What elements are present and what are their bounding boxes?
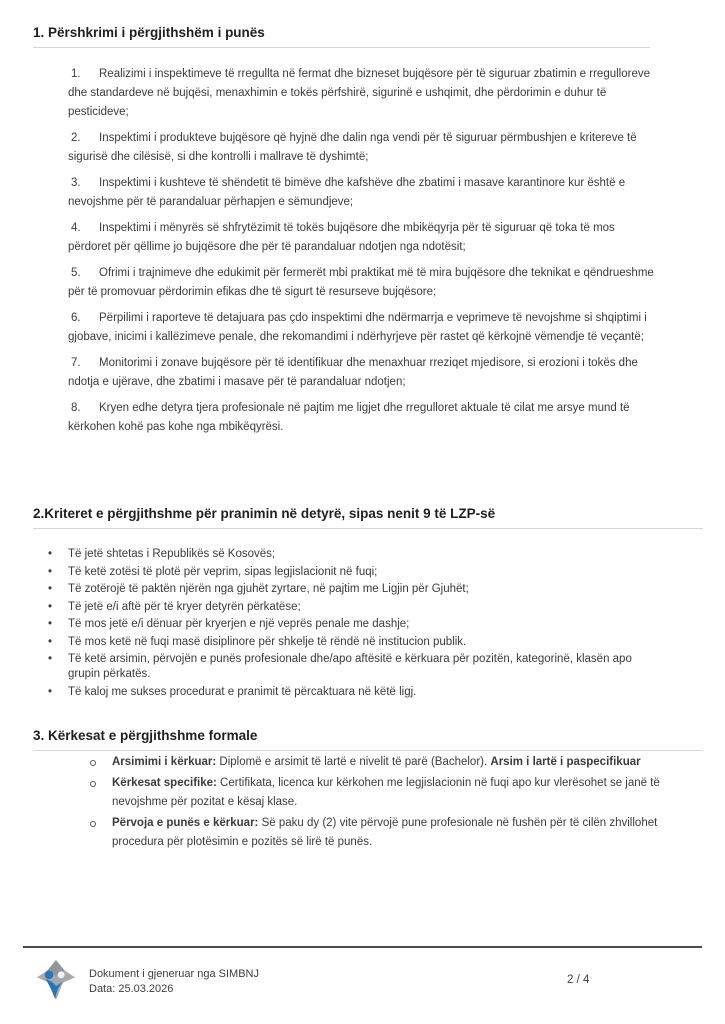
- requirement-text: Certifikata, licenca kur kërkohen me legjislacionin në fuqi apo kur vlerësohet se janë të nevojshme për pozitat e kësaj klase.: [112, 776, 660, 808]
- requirement-text: Diplomë e arsimit të lartë e nivelit të parë (Bachelor).: [216, 755, 491, 768]
- footer: [37, 960, 259, 1003]
- generated-by-line: Dokument i gjeneruar nga SIMBNJ: [89, 967, 259, 980]
- criteria-item: • Të jetë shtetas i Republikës së Kosovës;: [47, 547, 646, 562]
- section-formal-requirements: [33, 727, 703, 852]
- criteria-item: • Të mos ketë në fuqi masë disiplinore për shkelje të rëndë në institucion publik.: [47, 635, 646, 650]
- job-duties-list: [33, 65, 703, 437]
- item-text: Inspektimi i produkteve bujqësore që hyjnë dhe dalin nga vendi për të siguruar përmbushjen e kritereve të sigurisë dhe cilësisë, si dhe kontrolli i mallrave të dyshimtë;: [68, 132, 637, 163]
- requirement-label: Arsimimi i kërkuar:: [112, 755, 217, 768]
- item-number: 2.: [71, 132, 81, 144]
- requirement-item: [88, 774, 660, 812]
- section-1-title: 1. Përshkrimi i përgjithshëm i punës: [33, 24, 650, 48]
- section-3-title: 3. Kërkesat e përgjithshme formale: [33, 727, 703, 751]
- item-number: 1.: [71, 68, 81, 80]
- job-duty-item: [68, 129, 660, 167]
- page-number: 2 / 4: [567, 974, 590, 986]
- job-duty-item: [68, 174, 660, 212]
- requirement-text: Së paku dy (2) vite përvojë pune profesionale në fushën për të cilën zhvillohet procedura për plotësimin e pozitës së lirë të punës.: [112, 816, 658, 848]
- job-duty-item: [68, 399, 660, 437]
- item-number: 6.: [71, 312, 81, 324]
- criteria-item: • Të ketë zotësi të plotë për veprim, sipas legjislacionit në fuqi;: [47, 565, 646, 580]
- requirements-list: [88, 753, 703, 852]
- item-text: Kryen edhe detyra tjera profesionale në pajtim me ligjet dhe rregulloret aktuale të cilat me arsye mund të kërkohen kohë pas kohe nga mbikëqyrësi.: [68, 402, 630, 433]
- section-2-title: 2.Kriteret e përgjithshme për pranimin në detyrë, sipas nenit 9 të LZP-së: [33, 505, 703, 529]
- criteria-list: [47, 547, 703, 700]
- document-content: [33, 24, 703, 854]
- item-text: Ofrimi i trajnimeve dhe edukimit për fermerët mbi praktikat më të mira bujqësore dhe teknikat e qëndrueshme për të promovuar përdorimin efikas dhe të sigurt të resurseve bujqësore;: [68, 267, 654, 298]
- item-number: 3.: [71, 177, 81, 189]
- item-number: 5.: [71, 267, 81, 279]
- job-duty-item: [68, 354, 660, 392]
- requirement-item: [88, 814, 660, 852]
- item-number: 8.: [71, 402, 81, 414]
- item-text: Inspektimi i kushteve të shëndetit të bimëve dhe kafshëve dhe zbatimi i masave karantinore kur është e nevojshme për të parandaluar përhapjen e sëmundjeve;: [68, 177, 626, 208]
- requirement-item: [88, 753, 660, 772]
- job-duty-item: [68, 219, 660, 257]
- requirement-label: Kërkesat specifike:: [112, 776, 217, 789]
- simbnj-logo-icon: [37, 960, 75, 1003]
- item-text: Inspektimi i mënyrës së shfrytëzimit të tokës bujqësore dhe mbikëqyrja për të siguruar që toka të mos përdoret për qëllime jo bujqësore dhe për të parandaluar ndotjen nga ndotësit;: [68, 222, 615, 253]
- item-number: 4.: [71, 222, 81, 234]
- criteria-item: • Të kaloj me sukses procedurat e pranimit të përcaktuara në këtë ligj.: [47, 685, 646, 700]
- item-text: Përpilimi i raporteve të detajuara pas çdo inspektimi dhe ndërmarrja e veprimeve të nevojshme si shqiptimi i gjobave, inicimi i kallëzimeve penale, dhe rekomandimi i ndërhyrjeve për rastet që kërkojnë vëmendje të veçantë;: [68, 312, 647, 343]
- criteria-item: • Të ketë arsimin, përvojën e punës profesionale dhe/apo aftësitë e kërkuara për pozitën, kategorinë, klasën apo grupin përkatës.: [47, 652, 646, 682]
- item-number: 7.: [71, 357, 81, 369]
- job-duty-item: [68, 65, 660, 122]
- item-text: Realizimi i inspektimeve të rregullta në fermat dhe bizneset bujqësore për të siguruar zbatimin e rregulloreve dhe standardeve në bujqësi, menaxhimin e tokës përfshirë, sigurinë e ushqimit, dhe përdorimin e duhur të pesticideve;: [68, 68, 650, 118]
- requirement-label: Përvoja e punës e kërkuar:: [112, 816, 259, 829]
- footer-text: [89, 967, 259, 997]
- item-text: Monitorimi i zonave bujqësore për të identifikuar dhe menaxhuar rreziqet mjedisore, si erozioni i tokës dhe ndotja e ujërave, dhe zbatimi i masave për të parandaluar ndotjen;: [68, 357, 638, 388]
- criteria-item: • Të jetë e/i aftë për të kryer detyrën përkatëse;: [47, 600, 646, 615]
- job-duty-item: [68, 309, 660, 347]
- requirement-bold-suffix: Arsim i lartë i paspecifikuar: [490, 755, 641, 768]
- footer-divider: [23, 946, 702, 948]
- date-line: Data: 25.03.2026: [89, 982, 174, 995]
- criteria-item: • Të mos jetë e/i dënuar për kryerjen e një veprës penale me dashje;: [47, 617, 646, 632]
- criteria-item: • Të zotërojë të paktën njërën nga gjuhët zyrtare, në pajtim me Ligjin për Gjuhët;: [47, 582, 646, 597]
- section-job-description: [33, 24, 703, 437]
- section-admission-criteria: [33, 505, 703, 700]
- job-duty-item: [68, 264, 660, 302]
